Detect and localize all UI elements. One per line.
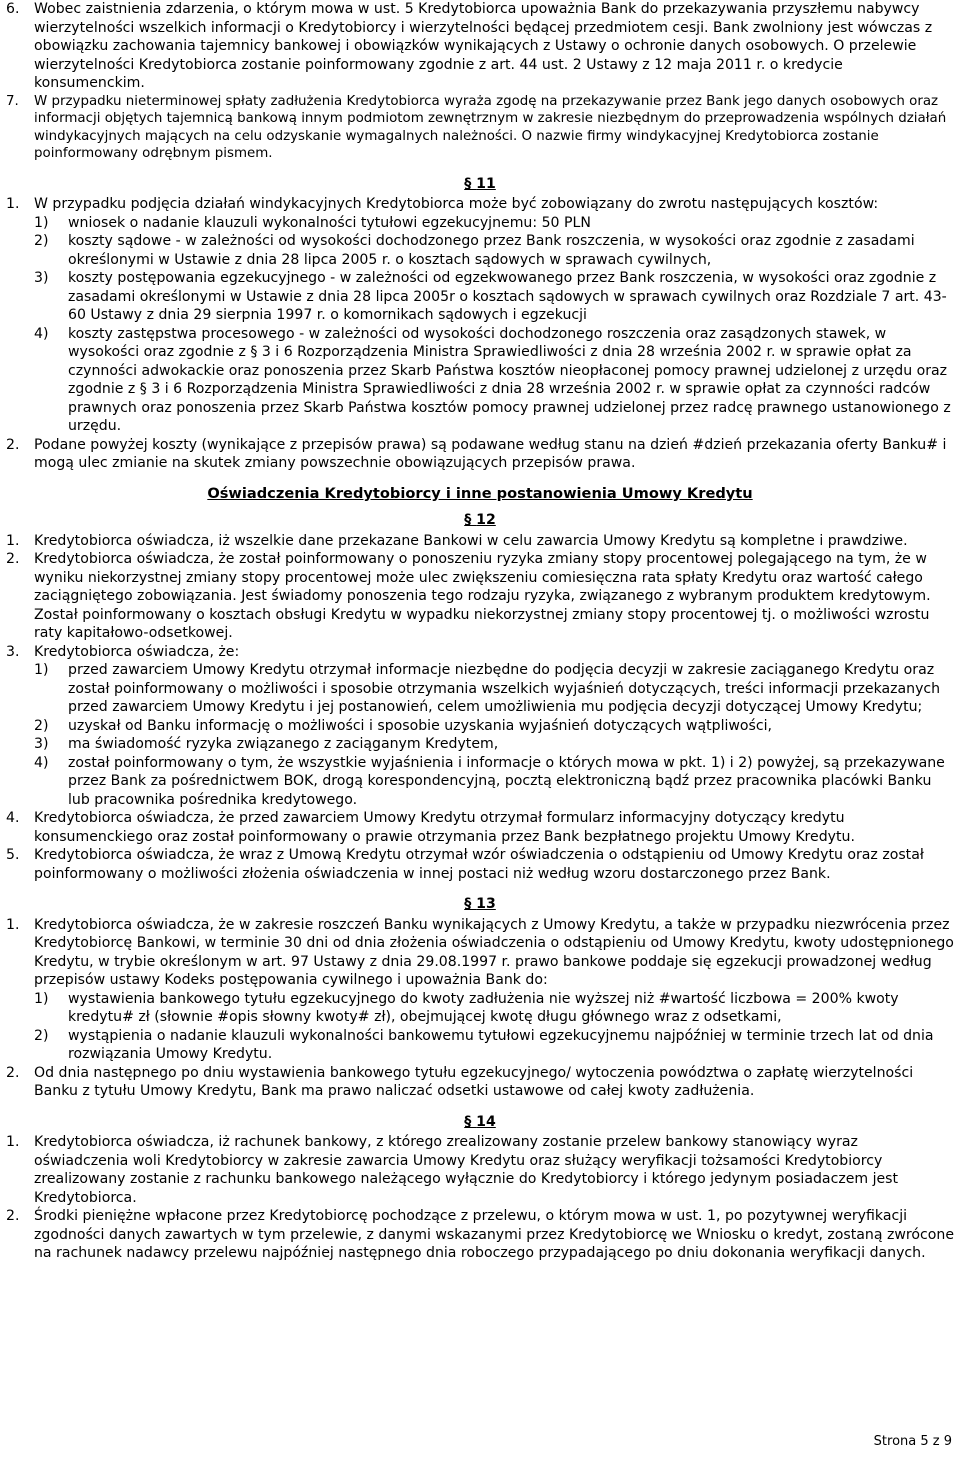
s11-sub-1: 1) wniosek o nadanie klauzuli wykonalności tytułowi egzekucyjnemu: 50 PLN: [34, 214, 591, 231]
s11-sub-2: 2) koszty sądowe - w zależności od wysokości dochodzonego przez Bank roszczenia, w wysokości oraz zgodnie z zasadami określonymi w Ustawie z dnia 28 lipca 2005 r. o kosztach sądowych w sprawach cywilnych,: [34, 233, 915, 268]
paragraph-number: 7.: [6, 93, 19, 109]
section-12-heading: § 12: [464, 512, 496, 529]
s13-sub-1: 1) wystawienia bankowego tytułu egzekucyjnego do kwoty zadłużenia nie wyższej niż #wartość liczbowa = 200% kwoty kredytu# zł (słownie #opis słowny kwoty# zł), obejmującej kwotę długu głównego wraz z odsetkami,: [34, 990, 899, 1026]
paragraph-text: Wobec zaistnienia zdarzenia, o którym mowa w ust. 5 Kredytobiorca upoważnia Bank do przekazywania przyszłemu nabywcy wierzytelności wszelkich informacji o Kredytobiorcy i wierzytelności będącej przedmiotem cesji. Bank zwolniony jest wówczas z obowiązku zachowania tajemnicy bankowej i obowiązków wynikających z Ustawy o ochronie danych osobowych. O przelewie wierzytelności Kredytobiorca zostanie poinformowany zgodnie z art. 44 ust. 2 Ustawy z 12 maja 2011 r. o kredycie konsumenckim.: [34, 1, 933, 91]
paragraph-number: 6.: [6, 1, 20, 17]
s11-sub-4: 4) koszty zastępstwa procesowego - w zależności od wysokości dochodzonego roszczenia oraz zasądzonych stawek, w wysokości oraz zgodnie z § 3 i 6 Rozporządzenia Ministra Sprawiedliwości z dnia 28 września 2002 r. w sprawie opłat za czynności adwokackie oraz ponoszenia przez Skarb Państwa kosztów nieopłaconej pomocy prawnej udzielonej z urzędu oraz zgodnie z § 3 i 6 Rozporządzenia Ministra Sprawiedliwości z dnia 28 września 2002 r. w sprawie opłat za czynności radców prawnych oraz ponoszenia przez Skarb Państwa kosztów pomocy prawnej udzielonej przez radcę prawnego ustanowionego z urzędu.: [34, 325, 951, 435]
paragraph-text: W przypadku nieterminowej spłaty zadłużenia Kredytobiorca wyraża zgodę na przekazywanie przez Bank jego danych osobowych oraz informacji objętych tajemnicą bankową innym podmiotom zewnętrznym w zakresie niezbędnym do przeprowadzenia wspólnych działań windykacyjnych mających na celu odzyskanie wymagalnych należności. O nazwie firmy windykacyjnej Kredytobiorca zostanie poinformowany odrębnym pismem.: [34, 93, 947, 162]
section-heading: Oświadczenia Kredytobiorcy i inne postanowienia Umowy Kredytu: [207, 484, 753, 502]
s13-sub-2: 2) wystąpienia o nadanie klauzuli wykonalności bankowemu tytułowi egzekucyjnemu najpóźniej w terminie trzech lat od dnia rozwiązania Umowy Kredytu.: [34, 1027, 934, 1063]
section-11-heading: § 11: [464, 175, 496, 192]
s13-item-2: 2. Od dnia następnego po dniu wystawienia bankowego tytułu egzekucyjnego/ wytoczenia powództwa o zapłatę wierzytelności Banku z tytułu Umowy Kredytu, Bank ma prawo naliczać odsetki ustawowe od całej kwoty zadłużenia.: [6, 1064, 914, 1100]
s11-item-1: 1. W przypadku podjęcia działań windykacyjnych Kredytobiorca może być zobowiązany do zwrotu następujących kosztów: 1) wniosek o nadanie klauzuli wykonalności tytułowi egzekucyjnemu: 50 PLN 2) koszty sądowe - w zależności od wysokości dochodzonego przez Bank roszczenia, w wysokości oraz zgodnie z zasadami określonymi w Ustawie z dnia 28 lipca 2005 r. o kosztach sądowych w sprawach cywilnych, 3) koszty postępowania egzekucyjnego - w zależności od egzekwowanego przez Bank roszczenia, w wysokości oraz zgodnie z zasadami określonymi w Ustawie z dnia 28 lipca 2005r o kosztach sądowych w sprawach cywilnych oraz Rozdziale 7 art. 43-60 Ustawy z dnia 29 sierpnia 1997 r. o komornikach sądowych i egzekucji 4) koszty zastępstwa procesowego - w zależności od wysokości dochodzonego roszczenia oraz zasądzonych stawek, w wysokości oraz zgodnie z § 3 i 6 Rozporządzenia Ministra Sprawiedliwości z dnia 28 września 2002 r. w sprawie opłat za czynności adwokackie oraz ponoszenia przez Skarb Państwa kosztów nieopłaconej pomocy prawnej udzielonej z urzędu oraz zgodnie z § 3 i 6 Rozporządzenia Ministra Sprawiedliwości z dnia 28 września 2002 r. w sprawie opłat za czynności radców prawnych oraz ponoszenia przez Skarb Państwa kosztów pomocy prawnej udzielonej przez radcę prawnego ustanowionego z urzędu.: [6, 195, 954, 436]
s14-item-1: 1. Kredytobiorca oświadcza, iż rachunek bankowy, z którego zrealizowany zostanie przelew bankowy stanowiący wyraz oświadczenia woli Kredytobiorcy w zakresie zawarcia Umowy Kredytu oraz służący weryfikacji tożsamości Kredytobiorcy zrealizowany zostanie z rachunku bankowego należącego wyłącznie do Kredytobiorcy i którego jedynym posiadaczem jest Kredytobiorca.: [6, 1134, 899, 1206]
page-number: Strona 5 z 9: [873, 1433, 952, 1449]
s12-item-1: 1. Kredytobiorca oświadcza, iż wszelkie dane przekazane Bankowi w celu zawarcia Umowy Kredytu są kompletne i prawdziwe.: [6, 532, 908, 549]
s11-sub-3: 3) koszty postępowania egzekucyjnego - w zależności od egzekwowanego przez Bank roszczenia, w wysokości oraz zgodnie z zasadami określonymi w Ustawie z dnia 28 lipca 2005r o kosztach sądowych w sprawach cywilnych oraz Rozdziale 7 art. 43-60 Ustawy z dnia 29 sierpnia 1997 r. o komornikach sądowych i egzekucji: [34, 270, 947, 324]
paragraph-text: Podane powyżej koszty (wynikające z przepisów prawa) są podawane według stanu na dzień #dzień przekazania oferty Banku# i mogą ulec zmianie na skutek zmiany powszechnie obowiązujących przepisów prawa.: [34, 436, 947, 472]
document-page: [6, 0, 954, 1263]
section-14-heading: § 14: [464, 1113, 496, 1130]
paragraph-text: W przypadku podjęcia działań windykacyjnych Kredytobiorca może być zobowiązany do zwrotu następujących kosztów:: [34, 196, 879, 213]
s12-item-5: 5. Kredytobiorca oświadcza, że wraz z Umową Kredytu otrzymał wzór oświadczenia o odstąpieniu od Umowy Kredytu oraz został poinformowany o możliwości złożenia oświadczenia w innej postaci niż według wzoru dostarczonego przez Bank.: [6, 847, 924, 882]
s11-item-2: 2. Podane powyżej koszty (wynikające z przepisów prawa) są podawane według stanu na dzień #dzień przekazania oferty Banku# i mogą ulec zmianie na skutek zmiany powszechnie obowiązujących przepisów prawa.: [6, 436, 954, 473]
s12-sub-2: 2) uzyskał od Banku informację o możliwości i sposobie uzyskania wyjaśnień dotyczących wątpliwości,: [34, 717, 773, 734]
s12-sub-1: 1) przed zawarciem Umowy Kredytu otrzymał informacje niezbędne do podjęcia decyzji w zakresie zaciąganego Kredytu oraz został poinformowany o możliwości i sposobie otrzymania wszelkich wyjaśnień dotyczących, treści informacji przekazanych przed zawarciem Umowy Kredytu i jej postanowień, celem umożliwienia mu podjęcia decyzji dotyczącej Umowy Kredytu;: [34, 662, 941, 716]
s12-item-4: 4. Kredytobiorca oświadcza, że przed zawarciem Umowy Kredytu otrzymał formularz informacyjny dotyczący kredytu konsumenckiego oraz został poinformowany o prawie otrzymania przez Bank bezpłatnego projektu Umowy Kredytu.: [6, 810, 855, 845]
s13-item-1: 1. Kredytobiorca oświadcza, że w zakresie roszczeń Banku wynikających z Umowy Kredytu, a także w przypadku niezwrócenia przez Kredytobiorcę Bankowi, w terminie 30 dni od dnia złożenia oświadczenia o odstąpieniu od Umowy Kredytu, kwoty udostępnionego Kredytu, w trybie określonym w art. 97 Ustawy z dnia 29.08.1997 r. prawo bankowe poddaje się egzekucji prowadzonej według przepisów ustawy Kodeks postępowania cywilnego i upoważnia Bank do: 1) wystawienia bankowego tytułu egzekucyjnego do kwoty zadłużenia nie wyższej niż #wartość liczbowa = 200% kwoty kredytu# zł (słownie #opis słowny kwoty# zł), obejmującej kwotę długu głównego wraz z odsetkami, 2) wystąpienia o nadanie klauzuli wykonalności bankowemu tytułowi egzekucyjnemu najpóźniej w terminie trzech lat od dnia rozwiązania Umowy Kredytu.: [6, 916, 954, 1063]
s12-sub-4: 4) został poinformowany o tym, że wszystkie wyjaśnienia i informacje o których mowa w pkt. 1) i 2) powyżej, są przekazywane przez Bank za pośrednictwem BOK, drogą korespondencyjną, pocztą elektroniczną bądź przez pracownika placówki Banku lub pracownika pośrednika kredytowego.: [34, 754, 945, 808]
s12-item-3: 3. Kredytobiorca oświadcza, że: 1) przed zawarciem Umowy Kredytu otrzymał informacje niezbędne do podjęcia decyzji w zakresie zaciąganego Kredytu oraz został poinformowany o możliwości i sposobie otrzymania wszelkich wyjaśnień dotyczących, treści informacji przekazanych przed zawarciem Umowy Kredytu i jej postanowień, celem umożliwienia mu podjęcia decyzji dotyczącej Umowy Kredytu; 2) uzyskał od Banku informację o możliwości i sposobie uzyskania wyjaśnień dotyczących wątpliwości, 3) ma świadomość ryzyka związanego z zaciąganym Kredytem, 4) został poinformowany o tym, że wszystkie wyjaśnienia i informacje o których mowa w pkt. 1) i 2) powyżej, są przekazywane przez Bank za pośrednictwem BOK, drogą korespondencyjną, pocztą elektroniczną bądź przez pracownika placówki Banku lub pracownika pośrednika kredytowego.: [6, 643, 954, 810]
s14-item-2: 2. Środki pieniężne wpłacone przez Kredytobiorcę pochodzące z przelewu, o którym mowa w ust. 1, po pozytywnej weryfikacji zgodności danych zawartych w tym przelewie, z danymi wskazanymi przez Kredytobiorcę we Wniosku o kredyt, zostaną zwrócone na rachunek nadawcy przelewu najpóźniej następnego dnia roboczego przypadającego po dniu dokonania weryfikacji danych.: [6, 1208, 954, 1262]
paragraph-6: [6, 0, 954, 93]
s12-item-2: 2. Kredytobiorca oświadcza, że został poinformowany o ponoszeniu ryzyka zmiany stopy procentowej polegającego na tym, że w wyniku niekorzystnej zmiany stopy procentowej może ulec zwiększeniu comiesięczna rata spłaty Kredytu oraz wartość całego zaciągniętego zobowiązania. Jest świadomy ponoszenia tego rodzaju ryzyka, związanego z wybranym produktem kredytowym. Został poinformowany o kosztach obsługi Kredytu w wypadku niekorzystnej zmiany stopy procentowej tj. o możliwości wzrostu raty kapitałowo-odsetkowej.: [6, 551, 931, 642]
section-13-heading: § 13: [464, 896, 496, 913]
s12-sub-3: 3) ma świadomość ryzyka związanego z zaciąganym Kredytem,: [34, 736, 499, 753]
paragraph-7: [6, 93, 954, 163]
